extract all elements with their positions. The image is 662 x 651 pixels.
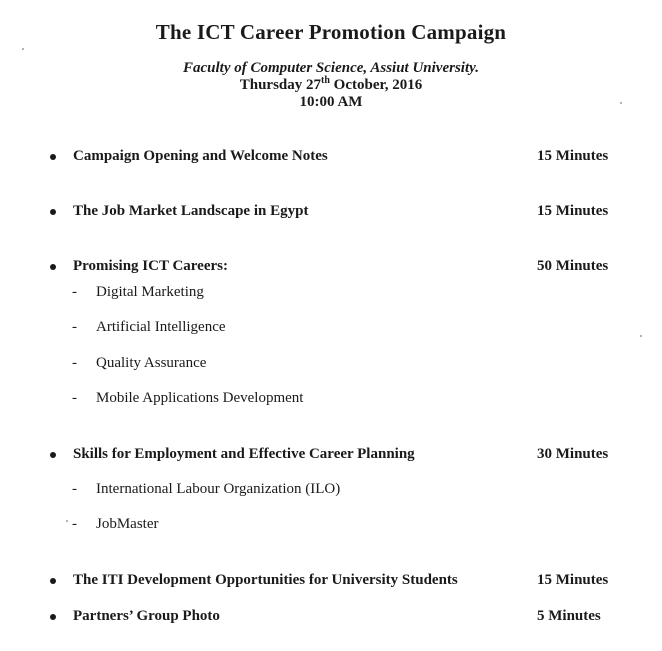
agenda-item-duration: 5 Minutes (537, 608, 601, 624)
date-line (0, 77, 662, 94)
agenda-item (0, 608, 662, 628)
date-day: Thursday 27 (239, 77, 321, 93)
agenda-item (0, 148, 662, 168)
dash-marker: - (72, 481, 77, 497)
agenda-item-duration: 15 Minutes (537, 203, 609, 219)
sub-item-label: JobMaster (96, 516, 159, 532)
bullet-icon (50, 614, 56, 620)
dash-marker: - (72, 390, 77, 406)
agenda-sub-item (0, 481, 662, 501)
date-suffix: th (321, 75, 330, 86)
agenda-item-duration: 30 Minutes (537, 446, 609, 462)
date-rest: October, 2016 (329, 77, 423, 93)
bullet-icon (50, 154, 56, 160)
agenda-sub-item (0, 355, 662, 375)
agenda-item (0, 258, 662, 278)
agenda-item (0, 446, 662, 466)
agenda-item-title: The ITI Development Opportunities for University Students (73, 572, 458, 588)
sub-item-label: Digital Marketing (96, 284, 204, 300)
dash-marker: - (72, 319, 77, 335)
agenda-item-title: Promising ICT Careers: (73, 258, 228, 274)
sub-item-label: Artificial Intelligence (96, 319, 226, 335)
time-line: 10:00 AM (299, 94, 363, 110)
bullet-icon (50, 578, 56, 584)
dash-marker: - (72, 516, 77, 532)
sub-item-label: International Labour Organization (ILO) (96, 481, 341, 497)
agenda-item-title: Campaign Opening and Welcome Notes (73, 148, 328, 164)
page-title: The ICT Career Promotion Campaign (155, 20, 507, 44)
dash-marker: - (72, 355, 77, 371)
agenda-item (0, 572, 662, 592)
scan-speck (22, 48, 24, 50)
faculty-line: Faculty of Computer Science, Assiut University. (183, 60, 479, 76)
bullet-icon (50, 452, 56, 458)
agenda-item-title: Partners’ Group Photo (73, 608, 220, 624)
agenda-item-duration: 15 Minutes (537, 148, 609, 164)
agenda-item (0, 203, 662, 223)
agenda-item-duration: 15 Minutes (537, 572, 609, 588)
agenda-sub-item (0, 390, 662, 410)
agenda-sub-item (0, 319, 662, 339)
bullet-icon (50, 264, 56, 270)
sub-item-label: Mobile Applications Development (96, 390, 304, 406)
agenda-sub-item (0, 516, 662, 536)
sub-item-label: Quality Assurance (96, 355, 207, 371)
agenda-item-title: The Job Market Landscape in Egypt (73, 203, 309, 219)
agenda-sub-item (0, 284, 662, 304)
bullet-icon (50, 209, 56, 215)
agenda-item-title: Skills for Employment and Effective Career Planning (73, 446, 415, 462)
agenda-item-duration: 50 Minutes (537, 258, 609, 274)
dash-marker: - (72, 284, 77, 300)
